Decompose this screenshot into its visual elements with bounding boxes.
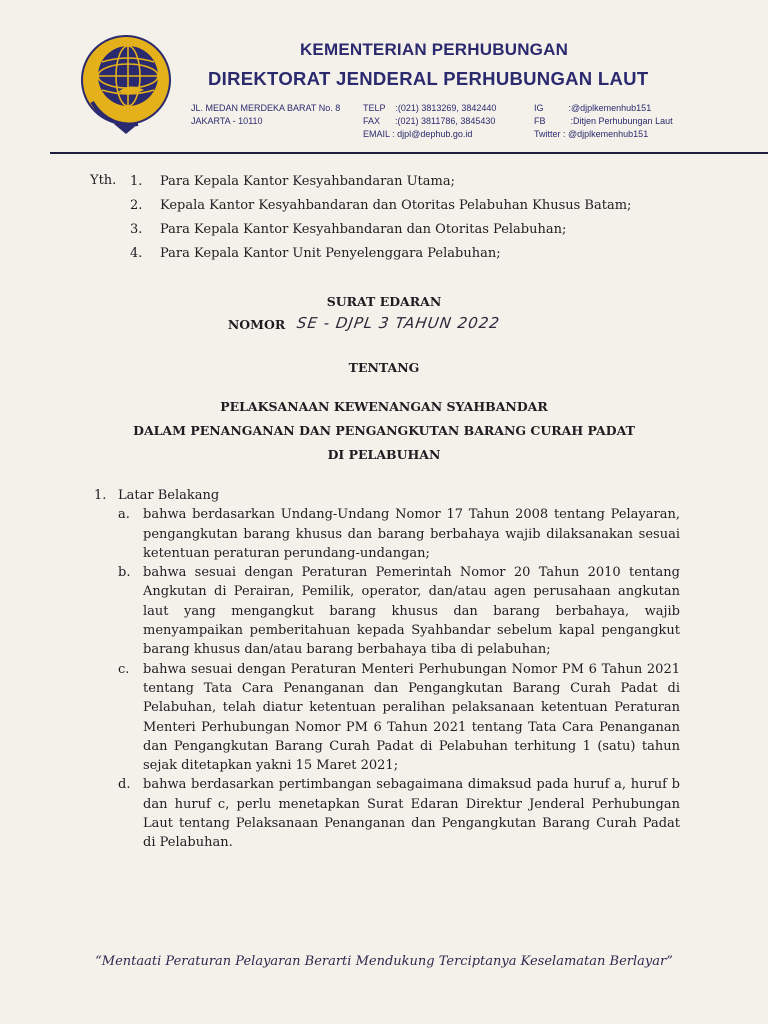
instagram: IG :@djplkemenhub151: [534, 103, 652, 113]
document-number: [0, 314, 768, 332]
ministry-name: KEMENTERIAN PERHUBUNGAN: [299, 40, 569, 59]
fax: FAX :(021) 3811786, 3845430: [363, 116, 496, 126]
point-a: a. bahwa berdasarkan Undang-Undang Nomor 17 Tahun 2008 tentang Pelayaran, pengangkutan barang khusus dan barang berbahaya wajib dilaksanakan sesuai ketentuan peraturan perundang-undangan;: [118, 507, 680, 561]
section-latar-belakang: [94, 486, 680, 853]
nomor-label: NOMOR: [227, 317, 286, 332]
directorate-name: DIREKTORAT JENDERAL PERHUBUNGAN LAUT: [208, 68, 649, 89]
document-type: SURAT EDARAN: [326, 294, 442, 309]
point-d: d. bahwa berdasarkan pertimbangan sebagaimana dimaksud pada huruf a, huruf b dan huruf c, perlu menetapkan Surat Edaran Direktur Jenderal Perhubungan Laut tentang Pelaksanaan Penanganan dan Pengangkutan Barang Curah Padat di Pelabuhan.: [118, 777, 680, 851]
facebook: FB :Ditjen Perhubungan Laut: [534, 116, 673, 126]
recipients-list: [130, 173, 631, 269]
recipient-item: 2. Kepala Kantor Kesyahbandaran dan Otoritas Pelabuhan Khusus Batam;: [130, 198, 632, 213]
recipient-item: 4. Para Kepala Kantor Unit Penyelenggara Pelabuhan;: [130, 246, 501, 261]
tentang-label: TENTANG: [348, 360, 420, 375]
social-block: [534, 102, 673, 141]
section-heading: 1. Latar Belakang: [94, 488, 220, 503]
address-line1: JL. MEDAN MERDEKA BARAT No. 8: [191, 103, 341, 113]
telp: TELP :(021) 3813269, 3842440: [363, 103, 497, 113]
subject-line: DALAM PENANGANAN DAN PENGANGKUTAN BARANG CURAH PADAT: [133, 423, 635, 438]
address-line2: JAKARTA - 10110: [191, 116, 263, 126]
email: EMAIL : djpl@dephub.go.id: [363, 129, 473, 139]
recipient-item: 3. Para Kepala Kantor Kesyahbandaran dan Otoritas Pelabuhan;: [130, 222, 567, 237]
phone-block: [363, 102, 496, 141]
point-c: c. bahwa sesuai dengan Peraturan Menteri Perhubungan Nomor PM 6 Tahun 2021 tentang Tata Cara Penanganan dan Pengangkutan Barang Curah Padat di Pelabuhan, telah diatur ketentuan peralihan pelaksanaan ketentuan Peraturan Menteri Perhubungan Nomor PM 6 Tahun 2021 tentang Tata Cara Penanganan dan Pengangkutan Barang Curah Padat di Pelabuhan terhitung 1 (satu) tahun sejak ditetapkan yakni 15 Maret 2021;: [118, 661, 680, 774]
recipient-item: 1. Para Kepala Kantor Kesyahbandaran Utama;: [130, 174, 455, 189]
twitter: Twitter : @djplkemenhub151: [534, 129, 649, 139]
header-divider: [50, 152, 768, 154]
subject-line: PELAKSANAAN KEWENANGAN SYAHBANDAR: [220, 399, 548, 414]
subject-line: DI PELABUHAN: [327, 447, 441, 462]
recipients-label: Yth.: [90, 173, 117, 188]
point-b: b. bahwa sesuai dengan Peraturan Pemerintah Nomor 20 Tahun 2010 tentang Angkutan di Perairan, Pemilik, operator, dan/atau agen perusahaan angkutan laut yang mengangkut barang khusus dan barang berbahaya, wajib menyampaikan pemberitahuan kepada Syahbandar sebelum kapal pengangkut barang khusus dan/atau barang berbahaya tiba di pelabuhan;: [118, 565, 680, 658]
nomor-handwritten: SE - DJPL 3 TAHUN 2022: [296, 314, 502, 332]
footer-motto: “Mentaati Peraturan Pelayaran Berarti Mendukung Terciptanya Keselamatan Berlayar”: [95, 954, 673, 969]
address-block: [191, 102, 340, 128]
